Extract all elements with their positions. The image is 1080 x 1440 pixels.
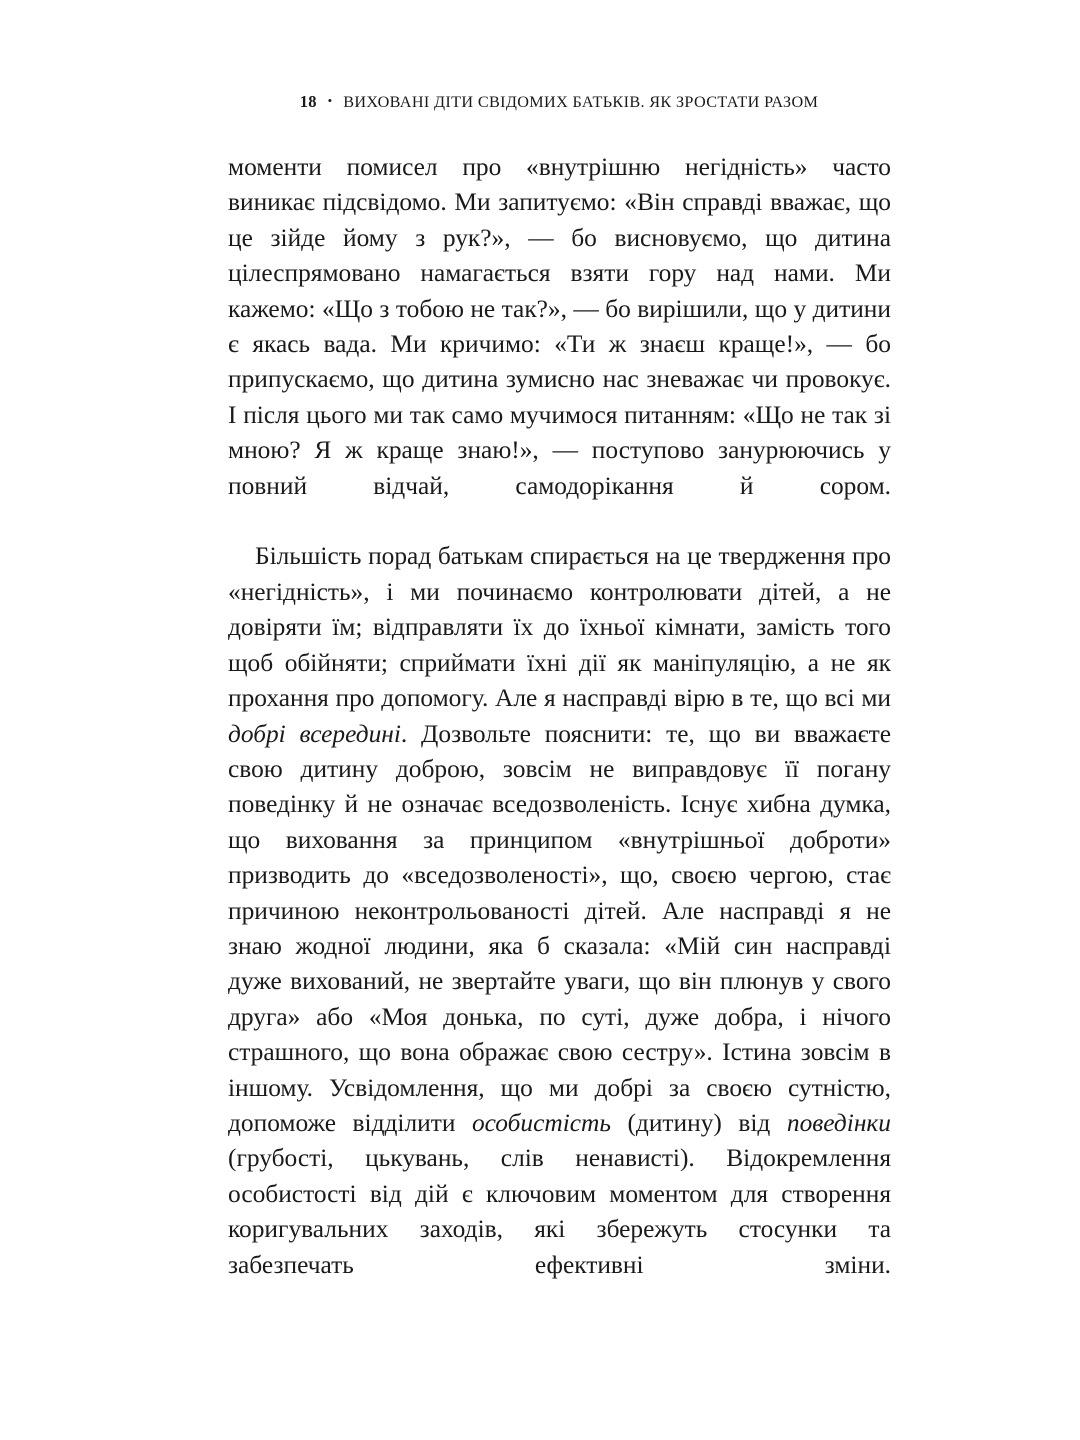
paragraph-continuation: моменти помисел про «внутрішню негідність» часто виникає підсвідомо. Ми запитуємо: «Він справді вважає, що це зійде йому з рук?», — бо висновуємо, що дитина цілеспрямовано намагається взяти гору над нами. Ми кажемо: «Що з тобою не так?», — бо вирішили, що у дитини є якась вада. Ми кричимо: «Ти ж знаєш краще!», — бо припускаємо, що дитина зумисно нас зневажає чи провокує. І після цього ми так само мучимося питанням: «Що не так зі мною? Я ж краще знаю!», — поступово занурюючись у повний відчай, самодорікання й сором. [228, 153, 891, 500]
body-text-block [228, 150, 891, 1318]
body-text: Більшість порад батькам спирається на це твердження про «негідність», і ми починаємо контролювати дітей, а не довіряти їм; відправляти їх до їхньої кімнати, замість того щоб обійняти; сприймати їхні дії як маніпуляцію, а не як прохання про допомогу. Але я насправді вірю в те, що всі ми [228, 542, 891, 713]
body-text: . Дозвольте пояснити: те, що ви вважаєте свою дитину доброю, зовсім не виправдовує її погану поведінку й не означає вседозволеність. Існує хибна думка, що виховання за принципом «внутрішньої доброти» призводить до «вседозволеності», що, своєю чергою, стає причиною неконтрольованості дітей. Але насправді я не знаю жодної людини, яка б сказала: «Мій син насправді дуже вихований, не звертайте уваги, що він плюнув у свого друга» або «Моя донька, по суті, дуже добра, і нічого страшного, що вона ображає свою сестру». Істина зовсім в іншому. Усвідомлення, що ми добрі за своєю сутністю, допоможе відділити [228, 719, 891, 1137]
paragraph [228, 539, 891, 1318]
emphasis-text: особистість [471, 1108, 611, 1137]
running-head [228, 92, 890, 116]
page-number: 18 [299, 92, 317, 111]
emphasis-text: поведінки [786, 1108, 891, 1137]
body-text: (дитину) від [610, 1108, 787, 1137]
bullet-separator-icon: • [327, 93, 333, 108]
running-head-title: ВИХОВАНІ ДІТИ СВІДОМИХ БАТЬКІВ. ЯК ЗРОСТАТИ РАЗОМ [343, 93, 819, 111]
emphasis-text: добрі всередині [228, 719, 401, 748]
body-text: (грубості, цькувань, слів ненависті). Відокремлення особистості від дій є ключовим моментом для створення коригувальних заходів, які збережуть стосунки та забезпечать ефективні зміни. [228, 1144, 891, 1279]
